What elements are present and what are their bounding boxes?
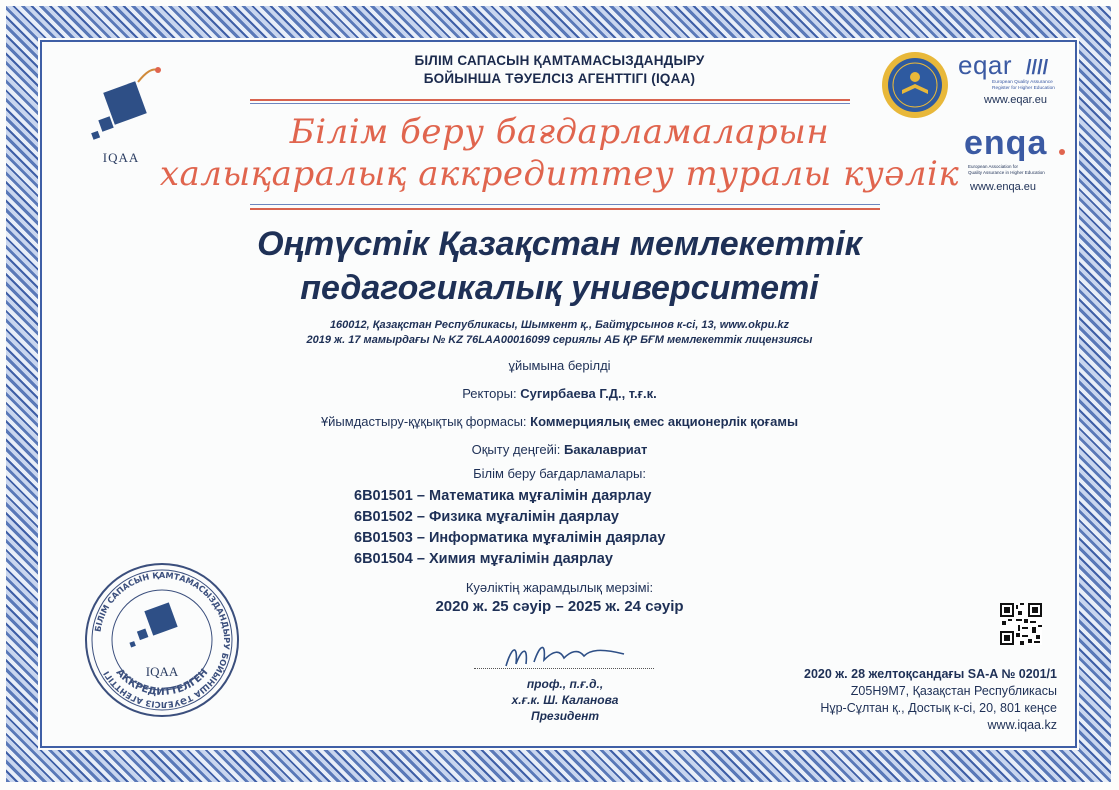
address-line-2: 2019 ж. 17 мамырдағы № KZ 76LAA00016099 сериялы АБ ҚР БҒМ мемлекеттік лицензиясы: [306, 334, 813, 346]
iqaa-logo-text: IQAA: [102, 150, 140, 165]
registration-url: www.iqaa.kz: [987, 718, 1057, 732]
program-item: 6В01504 – Химия мұғалімін даярлау: [354, 551, 613, 567]
programs-list: [354, 486, 665, 570]
issued-to: ұйымына берілді: [508, 358, 611, 373]
title-rule-top-thin: [250, 103, 850, 104]
seal-bottom-text: АККРЕДИТТЕЛГЕН: [113, 667, 211, 698]
eqar-logo-bars: ////: [1026, 57, 1049, 79]
agency-line-1: БІЛІМ САПАСЫН ҚАМТАМАСЫЗДАНДЫРУ: [414, 53, 705, 68]
signature-line: [474, 668, 654, 669]
registration-postcode: Z05H9M7, Қазақстан Республикасы: [850, 684, 1057, 698]
program-item: 6В01502 – Физика мұғалімін даярлау: [354, 509, 619, 525]
university-line-2: педагогикалық университеті: [300, 269, 819, 307]
enqa-logo-dot: [1059, 149, 1065, 155]
rector-line: [0, 386, 1119, 401]
rector-value: Сугирбаева Г.Д., т.ғ.к.: [520, 386, 657, 401]
programs-label: Білім беру бағдарламалары:: [473, 466, 646, 481]
accreditation-seal-icon: [82, 560, 242, 720]
program-item: 6В01501 – Математика мұғалімін даярлау: [354, 488, 652, 504]
enqa-subtitle-line-1: European Association for: [968, 164, 1019, 169]
eqar-subtitle: [992, 80, 1055, 92]
legal-form-label: Ұйымдастыру-құқықтық формасы:: [320, 414, 527, 429]
signature-line-1: проф., п.ғ.д.,: [526, 677, 604, 691]
university-line-1: Оңтүстік Қазақстан мемлекеттік: [257, 225, 862, 263]
certificate-title-line-1: Білім беру бағдарламаларын: [289, 112, 830, 152]
signature-line-2: х.ғ.к. Ш. Каланова: [511, 693, 619, 707]
title-rule-bottom-thin: [250, 204, 880, 205]
legal-form-line: [0, 414, 1119, 429]
eqar-emblem-icon: [880, 50, 950, 120]
program-item: 6В01503 – Информатика мұғалімін даярлау: [354, 530, 666, 546]
enqa-url: www.enqa.eu: [970, 181, 1037, 193]
address-line-1: 160012, Қазақстан Республикасы, Шымкент қ., Байтұрсынов к-сі, 13, www.okpu.kz: [329, 319, 790, 331]
eqar-subtitle-line-1: European Quality Assurance: [992, 80, 1053, 85]
level-line: [0, 442, 1119, 457]
seal-center-text: IQAA: [145, 664, 179, 679]
enqa-subtitle-line-2: Quality Assurance in Higher Education: [968, 169, 1045, 175]
agency-name: [0, 52, 1119, 88]
eqar-subtitle-line-2: Register for Higher Education: [992, 86, 1055, 91]
eqar-logo-text: eqar: [958, 50, 1013, 80]
legal-form-value: Коммерциялық емес акционерлік қоғамы: [530, 414, 799, 429]
enqa-subtitle: [968, 164, 1045, 175]
signature-scrawl-icon: [500, 636, 630, 676]
eqar-url: www.eqar.eu: [984, 94, 1047, 106]
signature-line-3: Президент: [530, 709, 600, 723]
rector-label: Ректоры:: [462, 386, 517, 401]
registration-block: [804, 666, 1057, 734]
seal-ring-text: БІЛІМ САПАСЫН ҚАМТАМАСЫЗДАНДЫРУ БОЙЫНША ТӘУЕЛСІЗ АГЕНТТІГІ: [92, 569, 233, 711]
agency-line-2: БОЙЫНША ТӘУЕЛСІЗ АГЕНТТІГІ (IQAA): [423, 71, 696, 86]
validity-dates: 2020 ж. 25 сәуір – 2025 ж. 24 сәуір: [435, 598, 684, 615]
university-address: [0, 318, 1119, 348]
title-rule-top: [250, 99, 850, 101]
enqa-logo-text: enqa: [964, 124, 1048, 162]
registration-address: Нұр-Сұлтан қ., Достық к-сі, 20, 801 кеңсе: [820, 701, 1057, 715]
title-rule-bottom: [250, 208, 880, 210]
university-name: [0, 222, 1119, 310]
certificate-title-line-2: халықаралық аккредиттеу туралы куәлік: [159, 154, 960, 194]
level-label: Оқыту деңгейі:: [471, 442, 561, 457]
signature-block: [470, 676, 660, 724]
qr-code-icon: [1000, 603, 1042, 645]
validity-label: Куәліктің жарамдылық мерзімі:: [465, 580, 654, 595]
level-value: Бакалавриат: [564, 442, 648, 457]
registration-number: 2020 ж. 28 желтоқсандағы SA-A № 0201/1: [804, 667, 1057, 681]
